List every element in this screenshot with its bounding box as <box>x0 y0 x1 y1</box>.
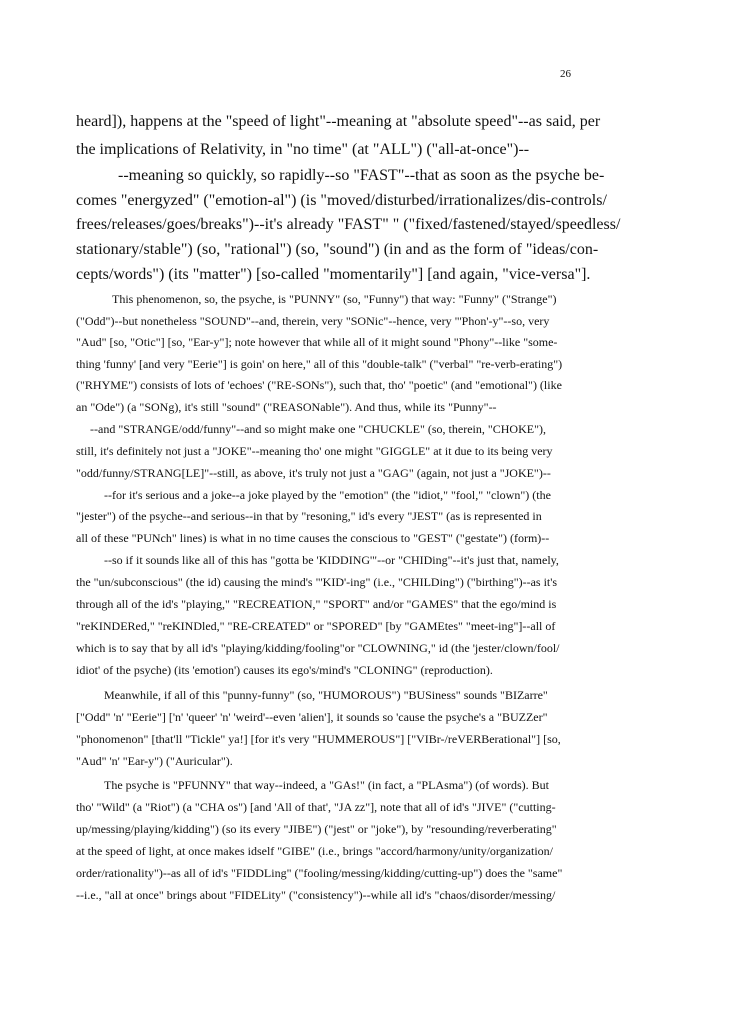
small-text-line-15: through all of the id's "playing," "RECREATION," "SPORT" and/or "GAMES" that the ego/mind is <box>76 597 557 611</box>
small-text-line-19: Meanwhile, if all of this "punny-funny" (so, "HUMOROUS") "BUSiness" sounds "BIZarre" <box>104 688 548 702</box>
large-text-line-7: cepts/words") (its "matter") [so-called "momentarily"] [and again, "vice-versa"]. <box>76 266 591 283</box>
large-text-line-5: frees/releases/goes/breaks")--it's already "FAST" " ("fixed/fastened/stayed/speedless/ <box>76 216 621 233</box>
large-text-line-3: --meaning so quickly, so rapidly--so "FAST"--that as soon as the psyche be- <box>118 167 605 184</box>
small-text-line-25: up/messing/playing/kidding") (so its every "JIBE") ("jest" or "joke"), by "resounding/reverberating" <box>76 822 557 836</box>
small-text-line-22: "Aud" 'n' "Ear-y") ("Auricular"). <box>76 754 233 768</box>
small-text-line-26: at the speed of light, at once makes idself "GIBE" (i.e., brings "accord/harmony/unity/organization/ <box>76 844 554 858</box>
small-text-line-9: "odd/funny/STRANG[LE]"--still, as above, it's truly not just a "GAG" (again, not just a "JOKE")-- <box>76 466 551 480</box>
small-text-line-27: order/rationality")--as all of id's "FIDDLing" ("fooling/messing/kidding/cutting-up") does the "same" <box>76 866 563 880</box>
small-text-line-14: the "un/subconscious" (the id) causing the mind's "'KID'-ing" (i.e., "CHILDing") ("birthing")--as it's <box>76 575 558 589</box>
small-text-line-2: ("Odd")--but nonetheless "SOUND"--and, therein, very "SONic"--hence, very "'Phon'-y"--so, very <box>76 314 550 328</box>
small-text-line-18: idiot' of the psyche) (its 'emotion') causes its ego's/mind's "CLONING" (reproduction). <box>76 663 493 677</box>
small-text-line-12: all of these "PUNch" lines) is what in no time causes the conscious to "GEST" ("gestate") (form)-- <box>76 531 550 545</box>
small-text-line-6: an "Ode") (a "SONg), it's still "sound" ("REASONable"). And thus, while its "Punny"-- <box>76 400 497 414</box>
small-text-line-28: --i.e., "all at once" brings about "FIDELity" ("consistency")--while all id's "chaos/disorder/messing/ <box>76 888 556 902</box>
large-text-line-4: comes "energyzed" ("emotion-al") (is "moved/disturbed/irrationalizes/dis-controls/ <box>76 192 607 209</box>
small-text-line-24: tho' "Wild" (a "Riot") (a "CHA os") [and 'All of that', "JA zz"], note that all of id's "JIVE" ("cutting- <box>76 800 556 814</box>
large-text-line-6: stationary/stable") (so, "rational") (so, "sound") (in and as the form of "ideas/con- <box>76 241 599 258</box>
small-text-line-11: "jester") of the psyche--and serious--in that by "resoning," id's every "JEST" (as is represented in <box>76 509 542 523</box>
small-text-line-3: "Aud" [so, "Otic"] [so, "Ear-y"]; note however that while all of it might sound "Phony"--like "some- <box>76 335 558 349</box>
page-number: 26 <box>560 68 571 80</box>
small-text-line-4: thing 'funny' [and very "Eerie"] is goin' on here," all of this "double-talk" ("verbal" "re-verb-erating") <box>76 357 563 371</box>
small-text-line-16: "reKINDERed," "reKINDled," "RE-CREATED" or "SPORED" [by "GAMEtes" "meet-ing"]--all of <box>76 619 556 633</box>
small-text-line-8: still, it's definitely not just a "JOKE"--meaning tho' one might "GIGGLE" at it due to its being very <box>76 444 553 458</box>
large-text-line-1: heard]), happens at the "speed of light"--meaning at "absolute speed"--as said, per <box>76 113 601 130</box>
small-text-line-17: which is to say that by all id's "playing/kidding/fooling"or "CLOWNING," id (the 'jester/clown/fool/ <box>76 641 560 655</box>
small-text-line-1: This phenomenon, so, the psyche, is "PUNNY" (so, "Funny") that way: "Funny" ("Strange") <box>112 292 557 306</box>
small-text-line-7: --and "STRANGE/odd/funny"--and so might make one "CHUCKLE" (so, therein, "CHOKE"), <box>90 422 546 436</box>
small-text-line-20: ["Odd" 'n' "Eerie"] ['n' 'queer' 'n' 'weird'--even 'alien'], it sounds so 'cause the psyche's a "BUZZer" <box>76 710 548 724</box>
large-text-line-2: the implications of Relativity, in "no time" (at "ALL") ("all-at-once")-- <box>76 141 530 158</box>
small-text-line-23: The psyche is "PFUNNY" that way--indeed, a "GAs!" (in fact, a "PLAsma") (of words). But <box>104 778 549 792</box>
small-text-line-13: --so if it sounds like all of this has "gotta be 'KIDDING'"--or "CHIDing"--it's just that, namely, <box>104 553 559 567</box>
small-text-line-21: "phonomenon" [that'll "Tickle" ya!] [for it's very "HUMMEROUS"] ["VIBr-/reVERBerational"] [so, <box>76 732 561 746</box>
small-text-line-10: --for it's serious and a joke--a joke played by the "emotion" (the "idiot," "fool," "clown") (the <box>104 488 551 502</box>
small-text-line-5: ("RHYME") consists of lots of 'echoes' ("RE-SONs"), such that, tho' "poetic" (and "emotional") (like <box>76 378 562 392</box>
